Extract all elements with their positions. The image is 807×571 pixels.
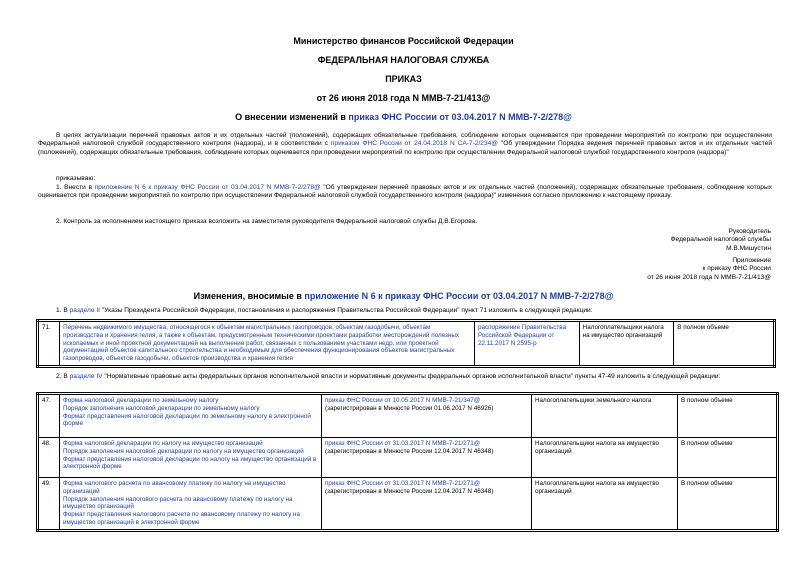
ministry-title: Министерство финансов Российской Федерации (293, 36, 514, 46)
item-1 (38, 184, 772, 201)
act-link[interactable]: приказ ФНС России от 10.05.2017 N ММВ-7-21/347@ (325, 397, 481, 404)
row-number: 49. (38, 478, 60, 531)
row-scope: В полном объеме (678, 438, 778, 478)
order-word: приказываю: (56, 175, 96, 182)
intro-link[interactable]: приказом ФНС России от 24.04.2018 N СА-7-2/234@ (330, 140, 498, 148)
intro-text-2: "Об утверждении Порядка ведения перечней правовых актов и их отдельных частей (положений), содержащих обязательные требования, соблюдение которых оценивается при проведении мероприятий по контролю при осуществлении Федеральной налоговой службой государственного контроля (надзора)" (38, 140, 773, 156)
row-number: 48. (38, 438, 60, 478)
change-1-link[interactable]: разделе II (69, 307, 101, 314)
changes-title (0, 291, 807, 301)
appendix-date: от 26 июня 2018 года N ММВ-7-21/413@ (647, 273, 771, 281)
row-subject (60, 438, 322, 478)
act-link[interactable]: приказ ФНС России от 31.03.2017 N ММВ-7-21/271@ (325, 440, 481, 447)
row-payers: Налогоплательщики налога на имущество организаций (579, 321, 674, 367)
subject-line[interactable]: Формат представления налогового расчета по авансовому платежу по налогу на имущество организаций в электронной форме (63, 511, 301, 526)
signature-name: М.В.Мишустин (726, 244, 771, 252)
doc-date-number: от 26 июня 2018 года N ММВ-7-21/413@ (316, 93, 491, 103)
appendix-order: к приказу ФНС России (702, 265, 771, 273)
item-2: 2. Контроль за исполнением настоящего приказа возложить на заместителя руководителя Федеральной налоговой службы Д.В.Егорова. (56, 218, 478, 225)
change-2-link[interactable]: разделе IV (69, 373, 103, 380)
subject-line[interactable]: Порядок заполнения налоговой декларации по земельному налогу (63, 404, 260, 412)
row-act (322, 394, 532, 438)
changes-title-link[interactable]: приложение N 6 к приказу ФНС России от 03.04.2017 N ММВ-7-2/278@ (304, 291, 614, 301)
row-subject (60, 478, 322, 531)
row-number: 47. (38, 394, 60, 438)
row-scope: В полном объеме (678, 478, 778, 531)
act-registration: (зарегистрирован в Минюсте России 12.04.2017 N 46348) (325, 487, 494, 495)
appendix-label: Приложение (732, 257, 771, 264)
subject-line[interactable]: Порядок заполнения налогового расчета по авансовому платежу по налогу на имущество организаций (63, 495, 293, 511)
table-row (38, 394, 778, 438)
intro-paragraph (38, 132, 772, 157)
intro-text-1: В целях актуализации перечней правовых актов и их отдельных частей (положений), содержащих обязательные требования, соблюдение которых оценивается при проведении мероприятий по контролю при осуществлении Федеральной налоговой службой государственного контроля (надзора), и в соответствии с (38, 132, 772, 148)
table-row (38, 478, 778, 531)
change-1 (38, 307, 772, 315)
row-number: 71. (38, 321, 60, 367)
subject-line[interactable]: Форма налогового расчета по авансовому платежу по налогу на имущество организаций (63, 480, 286, 495)
item-1-link[interactable]: приложение N 6 к приказу ФНС России от 03.04.2017 N ММВ-7-2/278@ (94, 184, 321, 191)
act-link[interactable]: приказ ФНС России от 31.03.2017 N ММВ-7-21/271@ (325, 480, 481, 487)
row-act (322, 438, 532, 478)
row-subject (60, 394, 322, 438)
change-1-text-2: "Указы Президента Российской Федерации, постановления и распоряжения Правительства Российской Федерации" пункт 71 изложить в следующей редакции: (100, 307, 593, 314)
signature-position: Руководитель (728, 228, 771, 235)
subject-link[interactable]: приказ ФНС России от 03.04.2017 N ММВ-7-2/278@ (348, 112, 572, 122)
change-1-text-1: 1. В (56, 307, 70, 314)
row-act (322, 478, 532, 531)
subject-line[interactable]: Формат представления налоговой декларации по налогу на имущество организаций в электронной форме (63, 455, 317, 471)
service-title: ФЕДЕРАЛЬНАЯ НАЛОГОВАЯ СЛУЖБА (317, 55, 490, 65)
table-section-4 (36, 392, 779, 532)
signature-org: Федеральной налоговой службы (670, 236, 771, 244)
item-1-text-1: 1. Внести в (56, 184, 95, 191)
table-row (38, 438, 778, 478)
appendix-block (471, 257, 771, 282)
doc-type: ПРИКАЗ (385, 74, 422, 84)
row-payers: Налогоплательщики земельного налога (532, 394, 678, 438)
row-payers: Налогоплательщики налога на имущество организаций (532, 478, 678, 531)
subject-line[interactable]: Форма налоговой декларации по налогу на имущество организаций (63, 440, 263, 447)
signature-block (471, 228, 771, 253)
change-2 (38, 373, 772, 381)
row-scope: В полном объеме (678, 394, 778, 438)
row-scope: В полном объеме (674, 321, 775, 367)
doc-subject (0, 112, 807, 122)
change-2-text-2: "Нормативные правовые акты федеральных органов исполнительной власти и нормативные документы федеральных органов исполнительной власти" пункты 47-49 изложить в следующей редакции: (102, 373, 721, 380)
subject-line[interactable]: Форма налоговой декларации по земельному налогу (63, 397, 219, 404)
act-registration: (зарегистрирован в Минюсте России 01.06.2017 N 46926) (325, 404, 494, 412)
table-section-2 (36, 319, 776, 368)
act-registration: (зарегистрирован в Минюсте России 12.04.2017 N 46348) (325, 447, 494, 455)
row-act[interactable]: распоряжение Правительства Российской Федерации от 22.11.2017 N 2595-р (474, 321, 579, 367)
item-1-text-2: "Об утверждении перечней правовых актов и их отдельных частей (положений), содержащих обязательные требования, соблюдение которых оценивается при проведении мероприятий по контролю при осуществлении Федеральной налоговой службой государственного контроля (надзора)" изменения согласно приложению к настоящему приказу. (38, 184, 772, 200)
subject-prefix: О внесении изменений в (235, 112, 349, 122)
table-row (38, 321, 775, 367)
subject-line[interactable]: Порядок заполнения налоговой декларации по налогу на имущество организаций (63, 447, 304, 455)
changes-title-prefix: Изменения, вносимые в (193, 291, 305, 301)
subject-line[interactable]: Формат представления налоговой декларации по земельному налогу в электронной форме (63, 412, 311, 428)
row-subject: Перечень недвижимого имущества, относящегося к объектам магистральных газопроводов, объектам газодобычи, объектам производства и хранения гелия, а также к объектам, предусмотренным техническими проектами разработки месторождений полезных ископаемых и иной проектной документацией на выполнение работ, связанных с пользованием участками недр, или проектной документацией объектов капитального строительства и необходимым для обеспечения функционирования объектов магистральных газопроводов, объектов газодобычи, объектов производства и хранения гелия (60, 321, 475, 367)
row-payers: Налогоплательщики налога на имущество организаций (532, 438, 678, 478)
change-2-text-1: 2. В (56, 373, 70, 380)
